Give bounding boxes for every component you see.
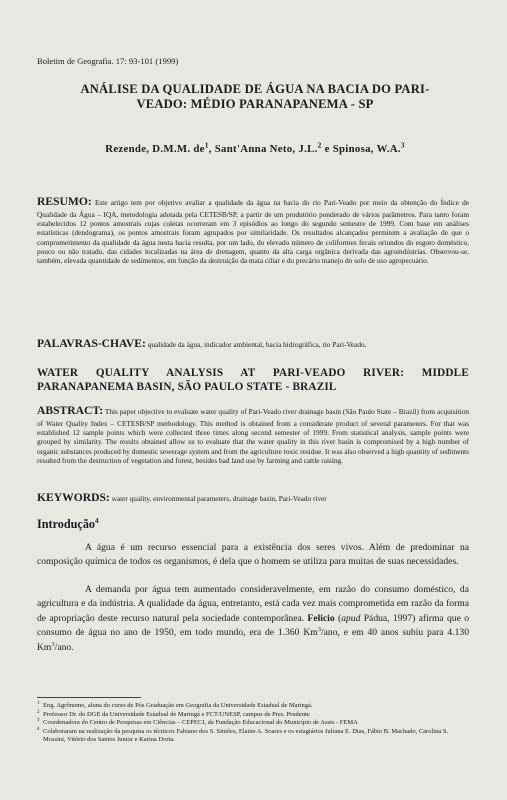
superscript: 3 xyxy=(51,640,55,648)
paper-title xyxy=(40,82,470,113)
resumo-paragraph xyxy=(37,195,469,266)
author-3: Spinosa, W.A. xyxy=(332,143,401,155)
body-text: Pádua, 1997) afirma que o consumo de água no ano de 1950, em todo mundo, era de 1.360 Km xyxy=(37,612,470,639)
author-1-mark: 1 xyxy=(204,140,209,150)
author-2: Sant'Anna Neto, J.L. xyxy=(214,143,318,155)
author-separator: e xyxy=(321,143,333,155)
footnote-text: Colaboraram na realização da pesquisa os técnicos Fabiano dos S. Simões, Elaine A. Soares e os estagiários Juliana E. Dias, Fábio B. Machado, Carolina S. Mossini, Vitório dos Santos Junior e Karina Dorta. xyxy=(43,727,449,744)
author-3-mark: 3 xyxy=(400,140,405,150)
body-paragraph-1-text: A água é um recurso essencial para a existência dos seres vivos. Além de predominar na composição química de todos os organismos, é dela que o homem se utiliza para muitas de suas necessidades. xyxy=(37,542,469,568)
resumo-label: RESUMO: xyxy=(37,195,92,208)
cited-author: Felicio xyxy=(307,612,335,624)
palavras-chave-text: qualidade da água, indicador ambiental, bacia hidrográfica, rio Pari-Veado. xyxy=(145,340,367,349)
palavras-chave-label: PALAVRAS-CHAVE: xyxy=(37,337,146,350)
author-line xyxy=(40,140,470,155)
section-heading-mark: 4 xyxy=(95,516,99,525)
body-text: ( xyxy=(334,612,342,624)
title-line-1: ANÁLISE DA QUALIDADE DE ÁGUA NA BACIA DO PARI- xyxy=(80,82,430,96)
running-head: Boletim de Geografia. 17: 93-101 (1999) xyxy=(37,56,179,66)
author-2-mark: 2 xyxy=(317,140,322,150)
footnote xyxy=(37,711,469,720)
author-separator: , xyxy=(208,143,215,155)
body-text: /ano, e em 40 anos subiu para 4.130 Km xyxy=(37,627,470,653)
footnote-mark: 3 xyxy=(37,718,40,724)
resumo-text: Este artigo tem por objetivo avaliar a qualidade da água na bacia do rio Pari-Veado por meio da obtenção do Índice de Qualidade da Água – IQA, metodologia adotada pela CETESB/SP, a partir de um produtório ponderado de vários parâmetros. Para tanto foram estabelecidos 12 pontos amostrais cujas coletas ocorreram em 3 episódios ao longo do segundo semestre de 1999. Com base em análises estatísticas (dendograma), os pontos amostrais foram agrupados por similaridade. Os resultados alcançados permitem a avaliação de que o comprometimento da qualidade da água nesta bacia resulta, por um lado, do elevado número de coliformes fecais oriundos do esgoto doméstico, pouco ou não tratado, das cidades localizadas na área de drenagem, quanto da alta carga orgânica derivada das agroindústrias. Observou-se, também, elevada quantidade de sedimentos, em função da destruição da mata ciliar e do precário manejo do solo de uso agropecuário. xyxy=(37,198,469,266)
body-text: /ano. xyxy=(54,641,74,653)
keywords-text: water quality, environmental parameters, drainage basin, Pari-Veado river xyxy=(109,494,327,503)
section-heading-text: Introdução xyxy=(37,517,96,531)
footnote xyxy=(37,719,469,728)
apud-term: apud xyxy=(341,612,361,624)
palavras-chave-paragraph xyxy=(37,337,469,350)
footnote-rule xyxy=(37,697,141,698)
footnote xyxy=(37,702,469,711)
footnote-mark: 2 xyxy=(37,709,40,715)
keywords-paragraph xyxy=(37,491,469,504)
superscript: 3 xyxy=(317,625,321,633)
abstract-label: ABSTRACT: xyxy=(37,404,104,417)
body-text: A demanda por água tem aumentado consideravelmente, em razão do consumo doméstico, da agricultura e da indústria. A qualidade da água, entretanto, está cada vez mais comprometida em razão da forma de apropriação deste recurso natural pela sociedade contemporânea. xyxy=(37,584,469,624)
footnotes xyxy=(37,702,469,745)
section-heading xyxy=(37,517,99,532)
footnote-mark: 4 xyxy=(37,726,40,732)
body-paragraph-1 xyxy=(37,541,469,570)
footnote-mark: 1 xyxy=(37,701,40,706)
english-title: WATER QUALITY ANALYSIS AT PARI-VEADO RIVER: MIDDLE PARANAPANEMA BASIN, SÃO PAULO STATE - BRAZIL xyxy=(37,367,469,394)
keywords-label: KEYWORDS: xyxy=(37,491,110,504)
title-line-2: VEADO: MÉDIO PARANAPANEMA - SP xyxy=(136,97,374,112)
body-paragraph-2 xyxy=(37,583,469,655)
abstract-paragraph xyxy=(37,404,469,465)
abstract-text: This paper objective to evaluate water quality of Pari-Veado river drainage basin (São Paulo State – Brazil) from acquisition of Water Quality Index – CETESB/SP methodology. This method is obtained from a considerate product of several parameters. For that was established 12 sample points which were collected three times along second semester of 1999. From statistical analysis, sample points were grouped by similarity. The results obtained allow us to evaluate that the water quality in this river basin is compromised by a high number of organic substances produced by domestic sewerage system and from the agriculture toxic residue. It was also observed a high quantity of sediments resulted from the destruction of vegetation and forest, besides bad land use by farming and cattle raising. xyxy=(37,407,469,466)
footnote-text: Eng. Agrônomo, aluna do curso de Pós Graduação em Geografia da Universidade Estadual de Maringá. xyxy=(43,702,313,709)
footnote xyxy=(37,728,469,745)
footnote-text: Coordenadora do Centro de Pesquisas em Ciências – CEPECI, da Fundação Educacional do Município de Assis - FEMA xyxy=(43,719,358,727)
footnote-text: Professor Dr. do DGE da Universidade Estadual de Maringá e FCT/UNESP, campus de Pres. Prudente xyxy=(43,710,310,718)
author-1: Rezende, D.M.M. de xyxy=(105,143,205,155)
